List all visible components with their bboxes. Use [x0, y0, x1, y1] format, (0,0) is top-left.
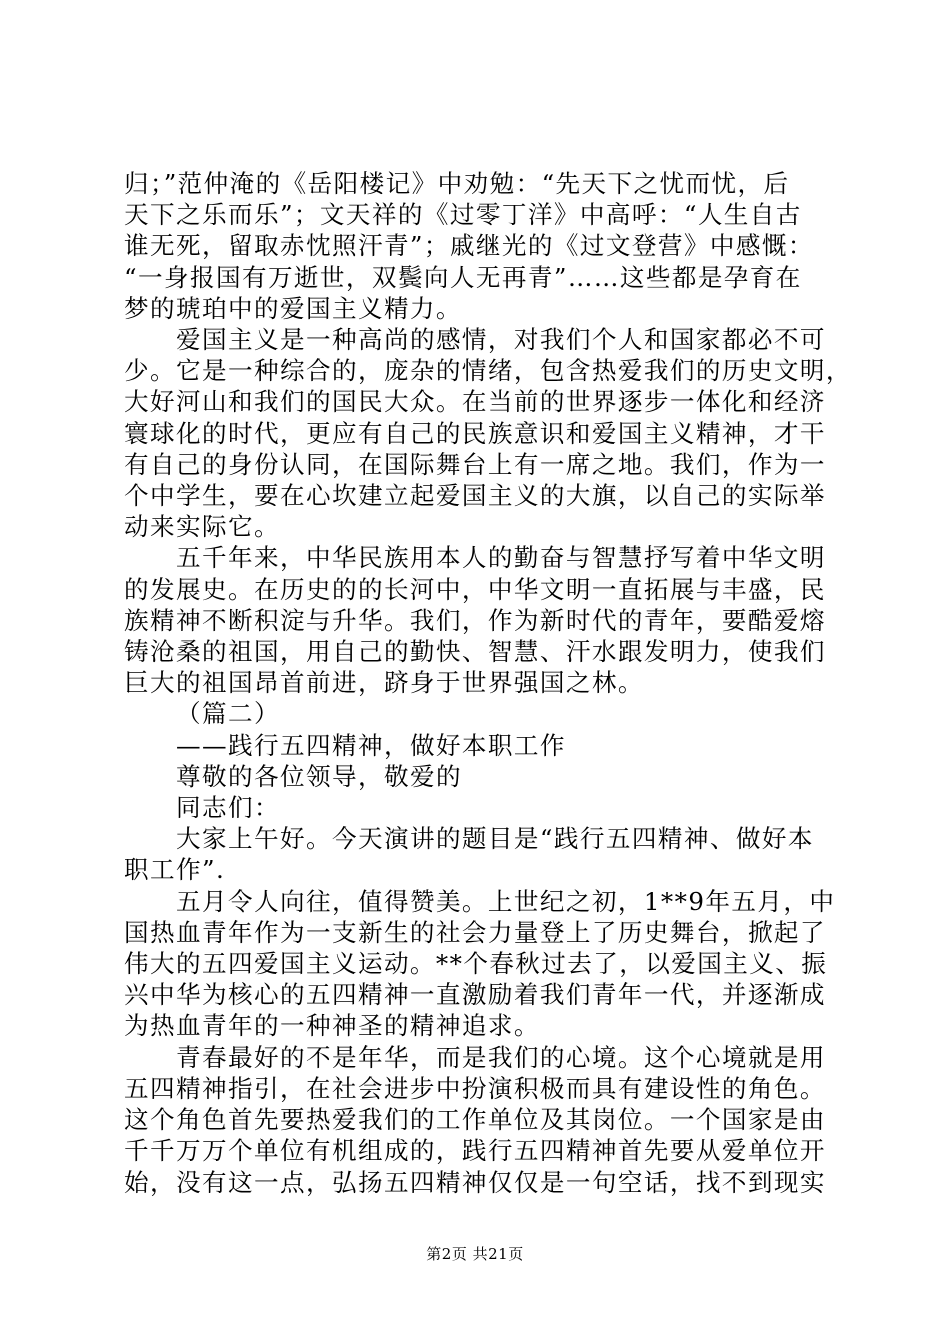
paragraph-youth: [124, 1042, 832, 1198]
paragraph-patriotism: [124, 324, 852, 542]
salutation: [124, 761, 832, 823]
text-line: 少。它是一种综合的，庞杂的情绪，包含热爱我们的历史文明，: [124, 356, 852, 386]
text-line: 寰球化的时代，更应有自己的民族意识和爱国主义精神，才干: [124, 418, 826, 448]
text-line: 梦的琥珀中的爱国主义精力。: [124, 293, 462, 323]
text-line: 族精神不断积淀与升华。我们，作为新时代的青年，要酷爱熔: [124, 605, 826, 635]
text-line: 个中学生，要在心坎建立起爱国主义的大旗，以自己的实际举: [124, 481, 826, 511]
text-line: 伟大的五四爱国主义运动。**个春秋过去了，以爱国主义、振: [124, 949, 828, 979]
section-heading: [124, 698, 832, 729]
document-body: [124, 168, 852, 1198]
paragraph-greeting: [124, 823, 832, 885]
text-line: 的发展史。在历史的的长河中，中华文明一直拓展与丰盛，民: [124, 574, 826, 604]
text-line: 爱国主义是一种高尚的感情，对我们个人和国家都必不可: [176, 325, 826, 355]
text-line: 大家上午好。今天演讲的题目是“践行五四精神、做好本: [176, 824, 814, 854]
text-line: 巨大的祖国昂首前进，跻身于世界强国之林。: [124, 668, 644, 698]
text-line: 谁无死，留取赤忱照汗青”；戚继光的《过文登营》中感慨：: [124, 231, 814, 261]
text-line: 天下之乐而乐”；文天祥的《过零丁洋》中高呼：“人生自古: [124, 200, 802, 230]
text-line: 五月令人向往，值得赞美。上世纪之初，1**9年五月，中: [176, 886, 836, 916]
text-line: 职工作”.: [124, 855, 226, 885]
text-line: 五千年来，中华民族用本人的勤奋与智慧抒写着中华文明: [176, 543, 826, 573]
text-line: 青春最好的不是年华，而是我们的心境。这个心境就是用: [176, 1042, 826, 1072]
text-line: 为热血青年的一种神圣的精神追求。: [124, 1011, 540, 1041]
page-number: 第2页 共21页: [426, 1245, 524, 1263]
text-line: 千千万万个单位有机组成的，践行五四精神首先要从爱单位开: [124, 1136, 826, 1166]
text-line: 五四精神指引，在社会进步中扮演积极而具有建设性的角色。: [124, 1073, 826, 1103]
page-footer: [0, 1244, 950, 1264]
text-line: 尊敬的各位领导，敬爱的: [176, 761, 462, 791]
text-line: 大好河山和我们的国民大众。在当前的世界逐步一体化和经济: [124, 387, 826, 417]
text-line: 铸沧桑的祖国，用自己的勤快、智慧、汗水跟发明力，使我们: [124, 637, 826, 667]
text-line: “一身报国有万逝世，双鬓向人无再青”……这些都是孕育在: [124, 262, 802, 292]
paragraph-five-thousand-years: [124, 542, 832, 698]
text-line: 归；”范仲淹的《岳阳楼记》中劝勉：“先天下之忧而忧，后: [124, 169, 790, 198]
text-line: （篇二）: [176, 699, 280, 729]
paragraph-quotes: [124, 168, 832, 324]
text-line: 同志们：: [176, 793, 280, 823]
text-line: 动来实际它。: [124, 512, 280, 542]
text-line: 有自己的身份认同，在国际舞台上有一席之地。我们，作为一: [124, 449, 826, 479]
text-line: 始，没有这一点，弘扬五四精神仅仅是一句空话，找不到现实: [124, 1167, 826, 1197]
text-line: 兴中华为核心的五四精神一直激励着我们青年一代，并逐渐成: [124, 980, 826, 1010]
section-subtitle: [124, 730, 832, 761]
text-line: 这个角色首先要热爱我们的工作单位及其岗位。一个国家是由: [124, 1105, 826, 1135]
paragraph-may-fourth: [124, 886, 836, 1042]
text-line: 国热血青年作为一支新生的社会力量登上了历史舞台，掀起了: [124, 917, 826, 947]
text-line: ——践行五四精神，做好本职工作: [176, 730, 566, 760]
